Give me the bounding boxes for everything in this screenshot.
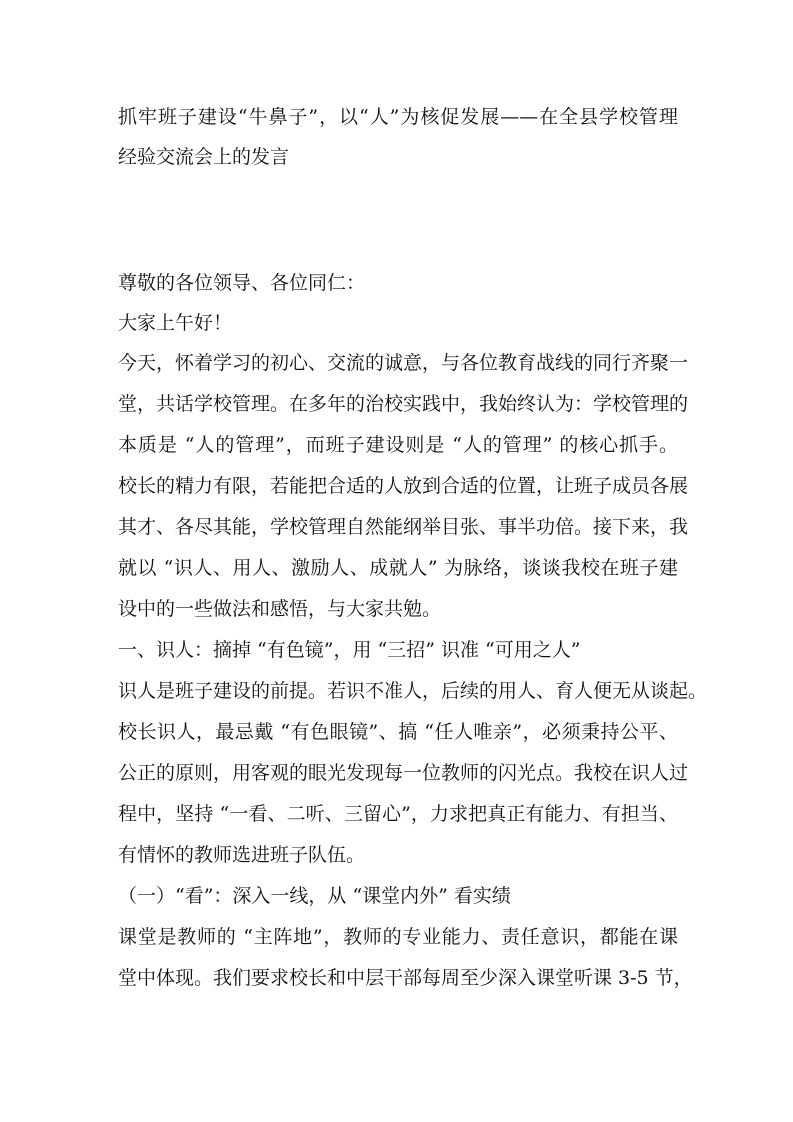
paragraph-line: 本质是 “人的管理”，而班子建设则是 “人的管理” 的核心抓手。 — [118, 434, 678, 456]
subsection-heading: （一）“看”：深入一线，从 “课堂内外” 看实绩 — [118, 885, 511, 907]
paragraph-line: 其才、各尽其能，学校管理自然能纲举目张、事半功倍。接下来，我 — [118, 516, 689, 538]
paragraph-line: 课堂是教师的 “主阵地”，教师的专业能力、责任意识，都能在课 — [118, 926, 678, 948]
paragraph-line: 程中，坚持 “一看、二听、三留心”，力求把真正有能力、有担当、 — [118, 803, 678, 825]
paragraph-line: 就以 “识人、用人、激励人、成就人” 为脉络，谈谈我校在班子建 — [118, 557, 678, 579]
paragraph-line: 今天，怀着学习的初心、交流的诚意，与各位教育战线的同行齐聚一 — [118, 352, 689, 374]
greeting: 大家上午好！ — [118, 312, 233, 334]
paragraph-line: 校长识人，最忌戴 “有色眼镜”、搞 “任人唯亲”，必须秉持公平、 — [118, 721, 678, 743]
paragraph-line: 堂，共话学校管理。在多年的治校实践中，我始终认为：学校管理的 — [118, 393, 689, 415]
document-title-line-1: 抓牢班子建设“牛鼻子”，以“人”为核促发展——在全县学校管理 — [118, 106, 678, 128]
paragraph-line: 公正的原则，用客观的眼光发现每一位教师的闪光点。我校在识人过 — [118, 762, 689, 784]
salutation: 尊敬的各位领导、各位同仁： — [118, 272, 366, 294]
document-title-line-2: 经验交流会上的发言 — [118, 146, 290, 168]
paragraph-line: 校长的精力有限，若能把合适的人放到合适的位置，让班子成员各展 — [118, 475, 689, 497]
paragraph-line: 堂中体现。我们要求校长和中层干部每周至少深入课堂听课 3-5 节， — [118, 967, 693, 989]
paragraph-line: 设中的一些做法和感悟，与大家共勉。 — [118, 598, 442, 620]
section-heading: 一、识人：摘掉 “有色镜”，用 “三招” 识准 “可用之人” — [118, 639, 581, 661]
paragraph-line: 识人是班子建设的前提。若识不准人，后续的用人、育人便无从谈起。 — [118, 680, 708, 702]
paragraph-line: 有情怀的教师选进班子队伍。 — [118, 844, 366, 866]
